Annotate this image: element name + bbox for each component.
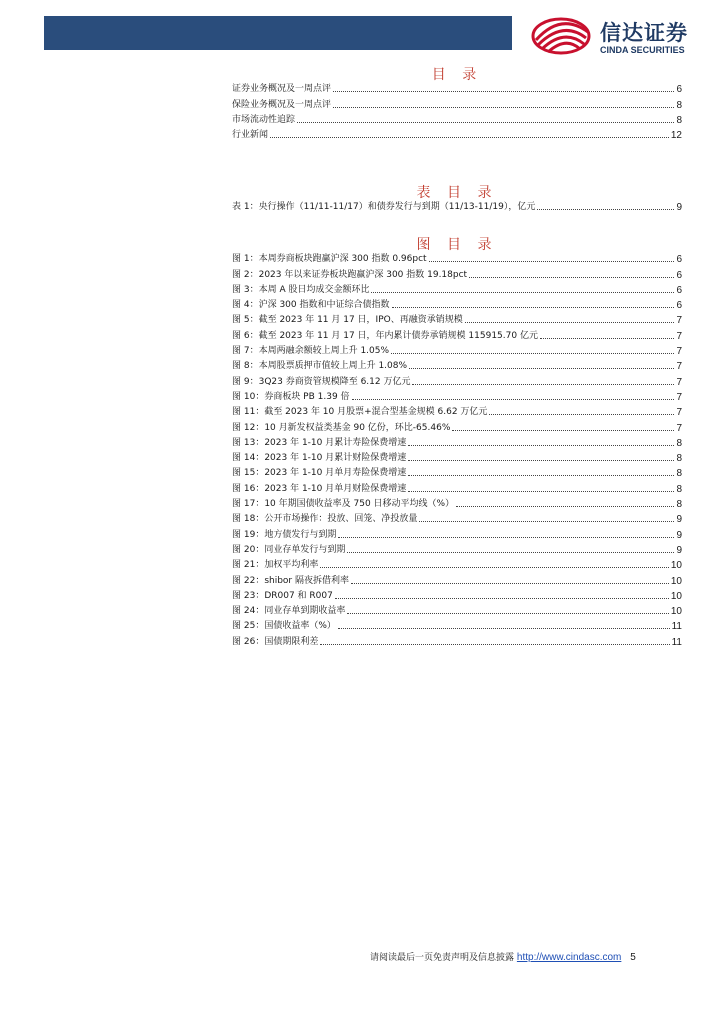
contents-entry[interactable]: [232, 95, 682, 110]
figure-entry[interactable]: [232, 479, 682, 494]
figure-entry-page: 6: [676, 284, 682, 296]
figure-entry[interactable]: [232, 403, 682, 418]
figure-entry[interactable]: [232, 587, 682, 602]
table-entry-page: 9: [676, 202, 682, 214]
footer-disclaimer: 请阅读最后一页免责声明及信息披露: [370, 953, 515, 963]
logo-en-text: CINDA SECURITIES: [600, 45, 685, 55]
figure-entry-page: 10: [670, 575, 682, 587]
figure-entry-page: 10: [670, 606, 682, 618]
figure-entry-label: 图 8：本周股票质押市值较上周上升 1.08%: [232, 361, 408, 372]
figure-entry-page: 7: [676, 346, 682, 358]
figures-list: [232, 250, 682, 648]
figure-entry-label: 图 24：同业存单到期收益率: [232, 606, 346, 617]
figure-entry-page: 7: [676, 422, 682, 434]
dot-leader: [333, 106, 674, 108]
tables-title: 表 目 录: [416, 185, 498, 201]
dot-leader: [320, 643, 669, 645]
figure-entry-label: 图 10：券商板块 PB 1.39 倍: [232, 391, 350, 402]
figure-entry-label: 图 14：2023 年 1-10 月累计财险保费增速: [232, 453, 407, 464]
figure-entry[interactable]: [232, 464, 682, 479]
dot-leader: [392, 306, 675, 308]
figure-entry-page: 7: [676, 315, 682, 327]
logo-cn-text: 信达证券: [600, 21, 688, 45]
figure-entry-page: 8: [676, 468, 682, 480]
contents-entry-label: 证券业务概况及一周点评: [232, 84, 332, 95]
dot-leader: [408, 459, 674, 461]
figure-entry-label: 图 20：同业存单发行与到期: [232, 544, 346, 555]
contents-title: 目 录: [431, 67, 483, 83]
figure-entry[interactable]: [232, 525, 682, 540]
figure-entry-label: 图 18：公开市场操作：投放、回笼、净投放量: [232, 514, 418, 525]
figure-entry-page: 8: [676, 499, 682, 511]
dot-leader: [452, 429, 674, 431]
figure-entry-page: 7: [676, 391, 682, 403]
figure-entry-page: 9: [676, 514, 682, 526]
contents-entry[interactable]: [232, 80, 682, 95]
dot-leader: [408, 474, 674, 476]
cinda-logo: [530, 14, 710, 58]
figure-entry[interactable]: [232, 571, 682, 586]
figure-entry[interactable]: [232, 372, 682, 387]
contents-entry-label: 行业新闻: [232, 130, 269, 141]
dot-leader: [408, 444, 674, 446]
table-entry[interactable]: [232, 198, 682, 213]
dot-leader: [540, 337, 674, 339]
figure-entry-label: 图 19：地方债发行与到期: [232, 529, 337, 540]
figure-entry[interactable]: [232, 265, 682, 280]
dot-leader: [456, 505, 674, 507]
figure-entry-page: 6: [676, 254, 682, 266]
figure-entry[interactable]: [232, 495, 682, 510]
contents-entry-label: 保险业务概况及一周点评: [232, 99, 332, 110]
dot-leader: [347, 551, 674, 553]
figure-entry[interactable]: [232, 556, 682, 571]
dot-leader: [537, 208, 674, 210]
figure-entry-label: 图 12：10 月新发权益类基金 90 亿份，环比-65.46%: [232, 422, 451, 433]
dot-leader: [270, 136, 669, 138]
contents-entry-page: 12: [670, 130, 682, 142]
figure-entry-label: 图 7：本周两融余额较上周上升 1.05%: [232, 346, 390, 357]
dot-leader: [333, 90, 674, 92]
figure-entry[interactable]: [232, 510, 682, 525]
contents-entry[interactable]: [232, 126, 682, 141]
dot-leader: [429, 260, 675, 262]
figure-entry-page: 10: [670, 560, 682, 572]
figure-entry-page: 9: [676, 529, 682, 541]
figure-entry-page: 8: [676, 483, 682, 495]
figure-entry[interactable]: [232, 342, 682, 357]
figure-entry-label: 图 6：截至 2023 年 11 月 17 日，年内累计债券承销规模 115915.70 亿元: [232, 330, 538, 341]
figure-entry-label: 图 25：国债收益率（%）: [232, 621, 336, 632]
contents-entry-label: 市场流动性追踪: [232, 114, 296, 125]
page-number: 5: [630, 952, 636, 963]
contents-entry-page: 8: [676, 99, 682, 111]
figure-entry-label: 图 26：国债期限利差: [232, 636, 319, 647]
figure-entry-page: 7: [676, 407, 682, 419]
figure-entry-label: 图 4：沪深 300 指数和中证综合债指数: [232, 300, 390, 311]
contents-entry-page: 6: [676, 84, 682, 96]
table-entry-label: 表 1：央行操作（11/11-11/17）和债券发行与到期（11/13-11/19），亿元: [232, 202, 536, 213]
dot-leader: [391, 352, 674, 354]
dot-leader: [352, 398, 675, 400]
figure-entry-label: 图 15：2023 年 1-10 月单月寿险保费增速: [232, 468, 407, 479]
dot-leader: [338, 627, 670, 629]
figures-title: 图 目 录: [416, 237, 498, 253]
dot-leader: [419, 520, 674, 522]
figure-entry-page: 7: [676, 330, 682, 342]
header-bar: [44, 16, 512, 50]
figure-entry-page: 6: [676, 269, 682, 281]
contents-entry-page: 8: [676, 114, 682, 126]
figure-entry-page: 7: [676, 361, 682, 373]
dot-leader: [297, 121, 674, 123]
dot-leader: [408, 490, 674, 492]
dot-leader: [489, 413, 674, 415]
figure-entry-page: 9: [676, 544, 682, 556]
cinda-logo-icon: [530, 14, 592, 58]
figure-entry[interactable]: [232, 602, 682, 617]
figure-entry[interactable]: [232, 617, 682, 632]
footer-url-link[interactable]: http://www.cindasc.com: [516, 952, 622, 963]
dot-leader: [465, 321, 675, 323]
contents-entry[interactable]: [232, 111, 682, 126]
dot-leader: [371, 291, 674, 293]
figure-entry-label: 图 9：3Q23 券商资管规模降至 6.12 万亿元: [232, 376, 411, 387]
figure-entry-page: 10: [670, 590, 682, 602]
figure-entry-label: 图 21：加权平均利率: [232, 560, 319, 571]
figure-entry-label: 图 23：DR007 和 R007: [232, 590, 333, 601]
figure-entry-page: 8: [676, 453, 682, 465]
figure-entry-label: 图 17：10 年期国债收益率及 750 日移动平均线（%）: [232, 499, 455, 510]
figure-entry-page: 6: [676, 300, 682, 312]
figure-entry-page: 8: [676, 437, 682, 449]
contents-list: [232, 80, 682, 141]
figure-entry[interactable]: [232, 418, 682, 433]
figure-entry-label: 图 5：截至 2023 年 11 月 17 日，IPO、再融资承销规模: [232, 315, 463, 326]
figure-entry-label: 图 3：本周 A 股日均成交金额环比: [232, 284, 370, 295]
figure-entry[interactable]: [232, 434, 682, 449]
dot-leader: [347, 612, 669, 614]
figure-entry[interactable]: [232, 296, 682, 311]
figure-entry[interactable]: [232, 281, 682, 296]
dot-leader: [335, 597, 669, 599]
figure-entry-page: 11: [671, 621, 682, 633]
dot-leader: [412, 383, 674, 385]
dot-leader: [338, 536, 674, 538]
dot-leader: [409, 367, 674, 369]
figure-entry-label: 图 11：截至 2023 年 10 月股票+混合型基金规模 6.62 万亿元: [232, 407, 488, 418]
figure-entry-label: 图 2：2023 年以来证券板块跑赢沪深 300 指数 19.18pct: [232, 269, 468, 280]
figure-entry[interactable]: [232, 449, 682, 464]
figure-entry[interactable]: [232, 250, 682, 265]
figure-entry-page: 7: [676, 376, 682, 388]
dot-leader: [320, 566, 669, 568]
tables-list: [232, 198, 682, 213]
figure-entry-label: 图 16：2023 年 1-10 月单月财险保费增速: [232, 483, 407, 494]
footer: [370, 950, 636, 963]
figure-entry[interactable]: [232, 311, 682, 326]
figure-entry-label: 图 1：本周券商板块跑赢沪深 300 指数 0.96pct: [232, 254, 427, 265]
figure-entry[interactable]: [232, 541, 682, 556]
figure-entry[interactable]: [232, 326, 682, 341]
figure-entry[interactable]: [232, 632, 682, 647]
figure-entry-page: 11: [671, 636, 682, 648]
figure-entry[interactable]: [232, 388, 682, 403]
figure-entry[interactable]: [232, 357, 682, 372]
figure-entry-label: 图 13：2023 年 1-10 月累计寿险保费增速: [232, 437, 407, 448]
figure-entry-label: 图 22：shibor 隔夜拆借利率: [232, 575, 349, 586]
dot-leader: [469, 276, 674, 278]
dot-leader: [351, 582, 669, 584]
